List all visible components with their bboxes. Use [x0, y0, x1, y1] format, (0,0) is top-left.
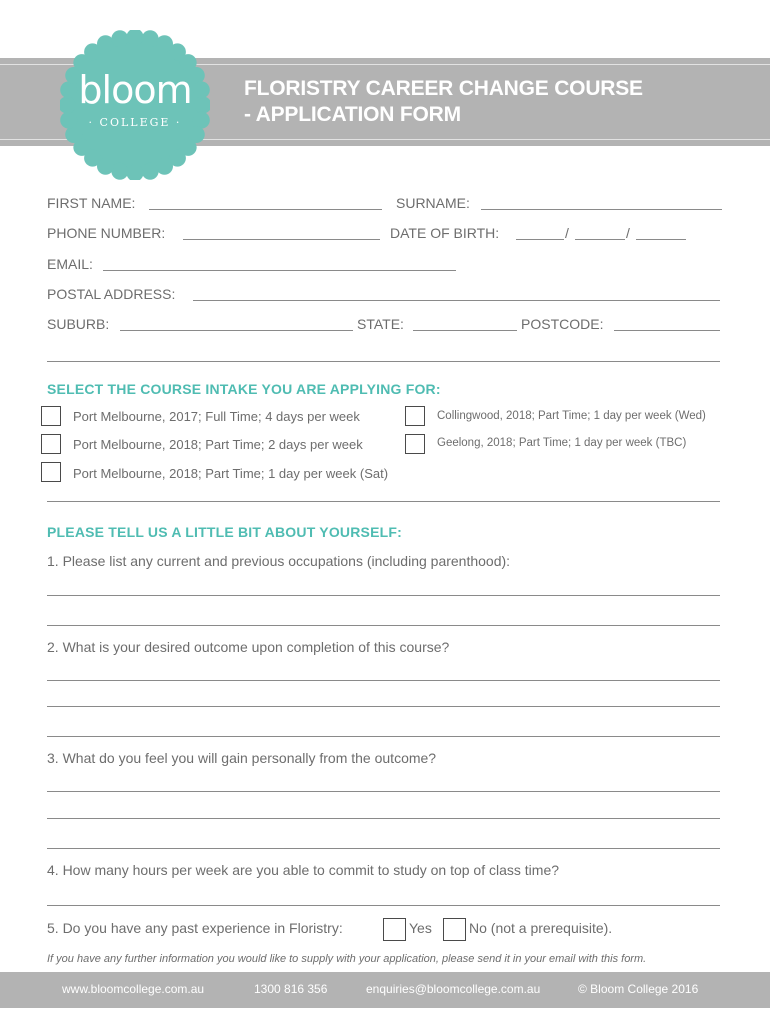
postcode-field[interactable]	[614, 330, 720, 331]
footer-copyright: © Bloom College 2016	[578, 982, 699, 996]
question-5: 5. Do you have any past experience in Floristry:	[47, 920, 343, 936]
footer-phone: 1300 816 356	[254, 982, 328, 996]
question-2: 2. What is your desired outcome upon completion of this course?	[47, 639, 450, 655]
dob-label: DATE OF BIRTH:	[390, 225, 500, 241]
logo-badge-scallop	[142, 163, 159, 180]
course-option-pm-2018-sat: Port Melbourne, 2018; Part Time; 1 day per week (Sat)	[73, 466, 389, 481]
experience-no-label: No (not a prerequisite).	[469, 920, 613, 936]
form-title-line1: FLORISTRY CAREER CHANGE COURSE	[244, 77, 643, 100]
dob-month-field[interactable]	[575, 239, 625, 240]
answer-line-q3[interactable]	[47, 791, 720, 792]
section-divider	[47, 501, 720, 502]
course-checkbox-pm-2017-ft[interactable]	[41, 406, 61, 426]
logo-badge-scallop	[111, 30, 128, 47]
course-heading: SELECT THE COURSE INTAKE YOU ARE APPLYING FOR:	[47, 381, 441, 397]
dob-day-field[interactable]	[516, 239, 564, 240]
postal-address-field[interactable]	[193, 300, 720, 301]
state-field[interactable]	[413, 330, 517, 331]
email-field[interactable]	[103, 270, 456, 271]
course-checkbox-geelong[interactable]	[405, 434, 425, 454]
form-title	[244, 76, 643, 128]
question-4: 4. How many hours per week are you able to commit to study on top of class time?	[47, 862, 560, 878]
answer-line-q2[interactable]	[47, 706, 720, 707]
answer-line-q2[interactable]	[47, 680, 720, 681]
surname-label: SURNAME:	[396, 195, 470, 211]
logo-wordmark: bloom	[78, 68, 192, 112]
experience-no-checkbox[interactable]	[443, 918, 466, 941]
footer-website[interactable]: www.bloomcollege.com.au	[62, 982, 205, 996]
postal-address-label: POSTAL ADDRESS:	[47, 286, 176, 302]
dob-separator-2: /	[626, 225, 630, 241]
answer-line-q3[interactable]	[47, 848, 720, 849]
answer-line-q1[interactable]	[47, 625, 720, 626]
first-name-label: FIRST NAME:	[47, 195, 136, 211]
course-option-geelong: Geelong, 2018; Part Time; 1 day per week (TBC)	[437, 437, 687, 449]
answer-line-q3[interactable]	[47, 818, 720, 819]
suburb-field[interactable]	[120, 330, 353, 331]
dob-year-field[interactable]	[636, 239, 686, 240]
answer-line-q2[interactable]	[47, 736, 720, 737]
form-title-line2: - APPLICATION FORM	[244, 103, 461, 126]
dob-separator-1: /	[565, 225, 569, 241]
section-divider	[47, 361, 720, 362]
about-heading: PLEASE TELL US A LITTLE BIT ABOUT YOURSELF:	[47, 524, 402, 540]
suburb-label: SUBURB:	[47, 316, 110, 332]
course-checkbox-pm-2018-pt2[interactable]	[41, 434, 61, 454]
email-label: EMAIL:	[47, 256, 93, 272]
postcode-label: POSTCODE:	[521, 316, 604, 332]
first-name-field[interactable]	[149, 209, 382, 210]
question-1: 1. Please list any current and previous occupations (including parenthood):	[47, 553, 511, 569]
phone-label: PHONE NUMBER:	[47, 225, 166, 241]
experience-yes-checkbox[interactable]	[383, 918, 406, 941]
answer-line-q1[interactable]	[47, 595, 720, 596]
logo-subtitle-text: COLLEGE	[99, 116, 171, 129]
course-option-collingwood: Collingwood, 2018; Part Time; 1 day per week (Wed)	[437, 410, 706, 422]
course-option-pm-2017-ft: Port Melbourne, 2017; Full Time; 4 days per week	[73, 409, 360, 424]
experience-yes-label: Yes	[409, 920, 432, 936]
course-checkbox-pm-2018-sat[interactable]	[41, 462, 61, 482]
phone-field[interactable]	[183, 239, 380, 240]
footer-email[interactable]: enquiries@bloomcollege.com.au	[366, 982, 541, 996]
logo-subtitle: · COLLEGE ·	[88, 116, 182, 129]
course-checkbox-collingwood[interactable]	[405, 406, 425, 426]
further-info-note: If you have any further information you would like to supply with your application, please send it in your email with this form.	[47, 953, 647, 965]
state-label: STATE:	[357, 316, 404, 332]
course-option-pm-2018-pt2: Port Melbourne, 2018; Part Time; 2 days per week	[73, 437, 363, 452]
answer-line-q4[interactable]	[47, 905, 720, 906]
surname-field[interactable]	[481, 209, 722, 210]
question-3: 3. What do you feel you will gain personally from the outcome?	[47, 750, 437, 766]
